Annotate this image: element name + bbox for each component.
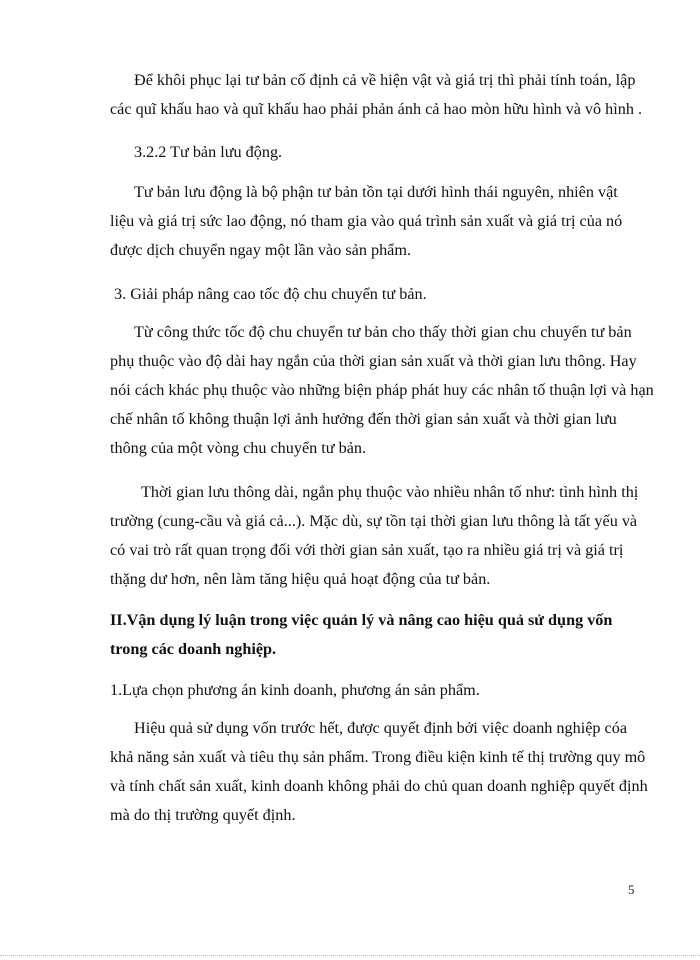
heading-line: trong các doanh nghiệp. [110, 640, 277, 658]
text-line: khả năng sản xuất và tiêu thụ sản phẩm. Trong điều kiện kinh tế thị trường quy mô [110, 748, 646, 766]
subheading-text: 3.2.2 Tư bản lưu động. [134, 143, 283, 161]
text-line: được dịch chuyển ngay một lần vào sản phẩm. [110, 241, 411, 259]
paragraph-fixed-capital [110, 66, 643, 124]
page-bottom-divider [0, 955, 700, 956]
subheading-text: 3. Giải pháp nâng cao tốc độ chu chuyển tư bản. [114, 285, 427, 303]
paragraph-circulating-capital [110, 178, 623, 265]
paragraph-capital-efficiency [110, 714, 648, 830]
paragraph-circulation-time [110, 478, 639, 594]
subheading-3 [110, 280, 602, 309]
text-line: Tư bản lưu động là bộ phận tư bản tồn tại dưới hình thái nguyên, nhiên vật [134, 183, 618, 201]
text-line: và tính chất sản xuất, kinh doanh không phải do chủ quan doanh nghiệp quyết định [110, 777, 648, 795]
heading-line: II.Vận dụng lý luận trong việc quản lý và nâng cao hiệu quả sử dụng vốn [110, 611, 613, 629]
text-line: Hiệu quả sử dụng vốn trước hết, được quyết định bởi việc doanh nghiệp cóa [134, 719, 627, 737]
text-line: liệu và giá trị sức lao động, nó tham gia vào quá trình sản xuất và giá trị của nó [110, 212, 623, 230]
text-line: Để khôi phục lại tư bản cố định cả về hiện vật và giá trị thì phải tính toán, lập [134, 71, 636, 89]
text-line: nói cách khác phụ thuộc vào những biện pháp phát huy các nhân tố thuận lợi và hạn [110, 381, 654, 399]
subheading-3-2-2 [110, 138, 602, 167]
page-number: 5 [628, 882, 635, 897]
text-line: có vai trò rất quan trọng đối với thời gian sản xuất, tạo ra nhiều giá trị và giá trị [110, 541, 624, 559]
text-line: chế nhân tố không thuận lợi ảnh hưởng đến thời gian sản xuất và thời gian lưu [110, 410, 617, 428]
text-line: thông của một vòng chu chuyển tư bản. [110, 439, 367, 457]
text-line: phụ thuộc vào độ dài hay ngắn của thời gian sản xuất và thời gian lưu thông. Hay [110, 352, 637, 370]
text-line: Thời gian lưu thông dài, ngắn phụ thuộc vào nhiều nhân tố như: tình hình thị [141, 483, 639, 501]
text-line: thặng dư hơn, nên làm tăng hiệu quả hoạt động của tư bản. [110, 570, 491, 588]
text-line: trường (cung-cầu và giá cả...). Mặc dù, sự tồn tại thời gian lưu thông là tất yếu và [110, 512, 638, 530]
subheading-text: 1.Lựa chọn phương án kinh doanh, phương án sản phẩm. [110, 681, 480, 699]
paragraph-turnover-time [110, 318, 654, 463]
subheading-1 [110, 676, 602, 705]
text-line: Từ công thức tốc độ chu chuyển tư bản cho thấy thời gian chu chuyển tư bản [134, 323, 632, 341]
text-line: các quĩ khấu hao và quĩ khấu hao phải phản ánh cả hao mòn hữu hình và vô hình . [110, 100, 643, 118]
section-heading-II [110, 606, 613, 664]
text-line: mà do thị trường quyết định. [110, 806, 296, 824]
